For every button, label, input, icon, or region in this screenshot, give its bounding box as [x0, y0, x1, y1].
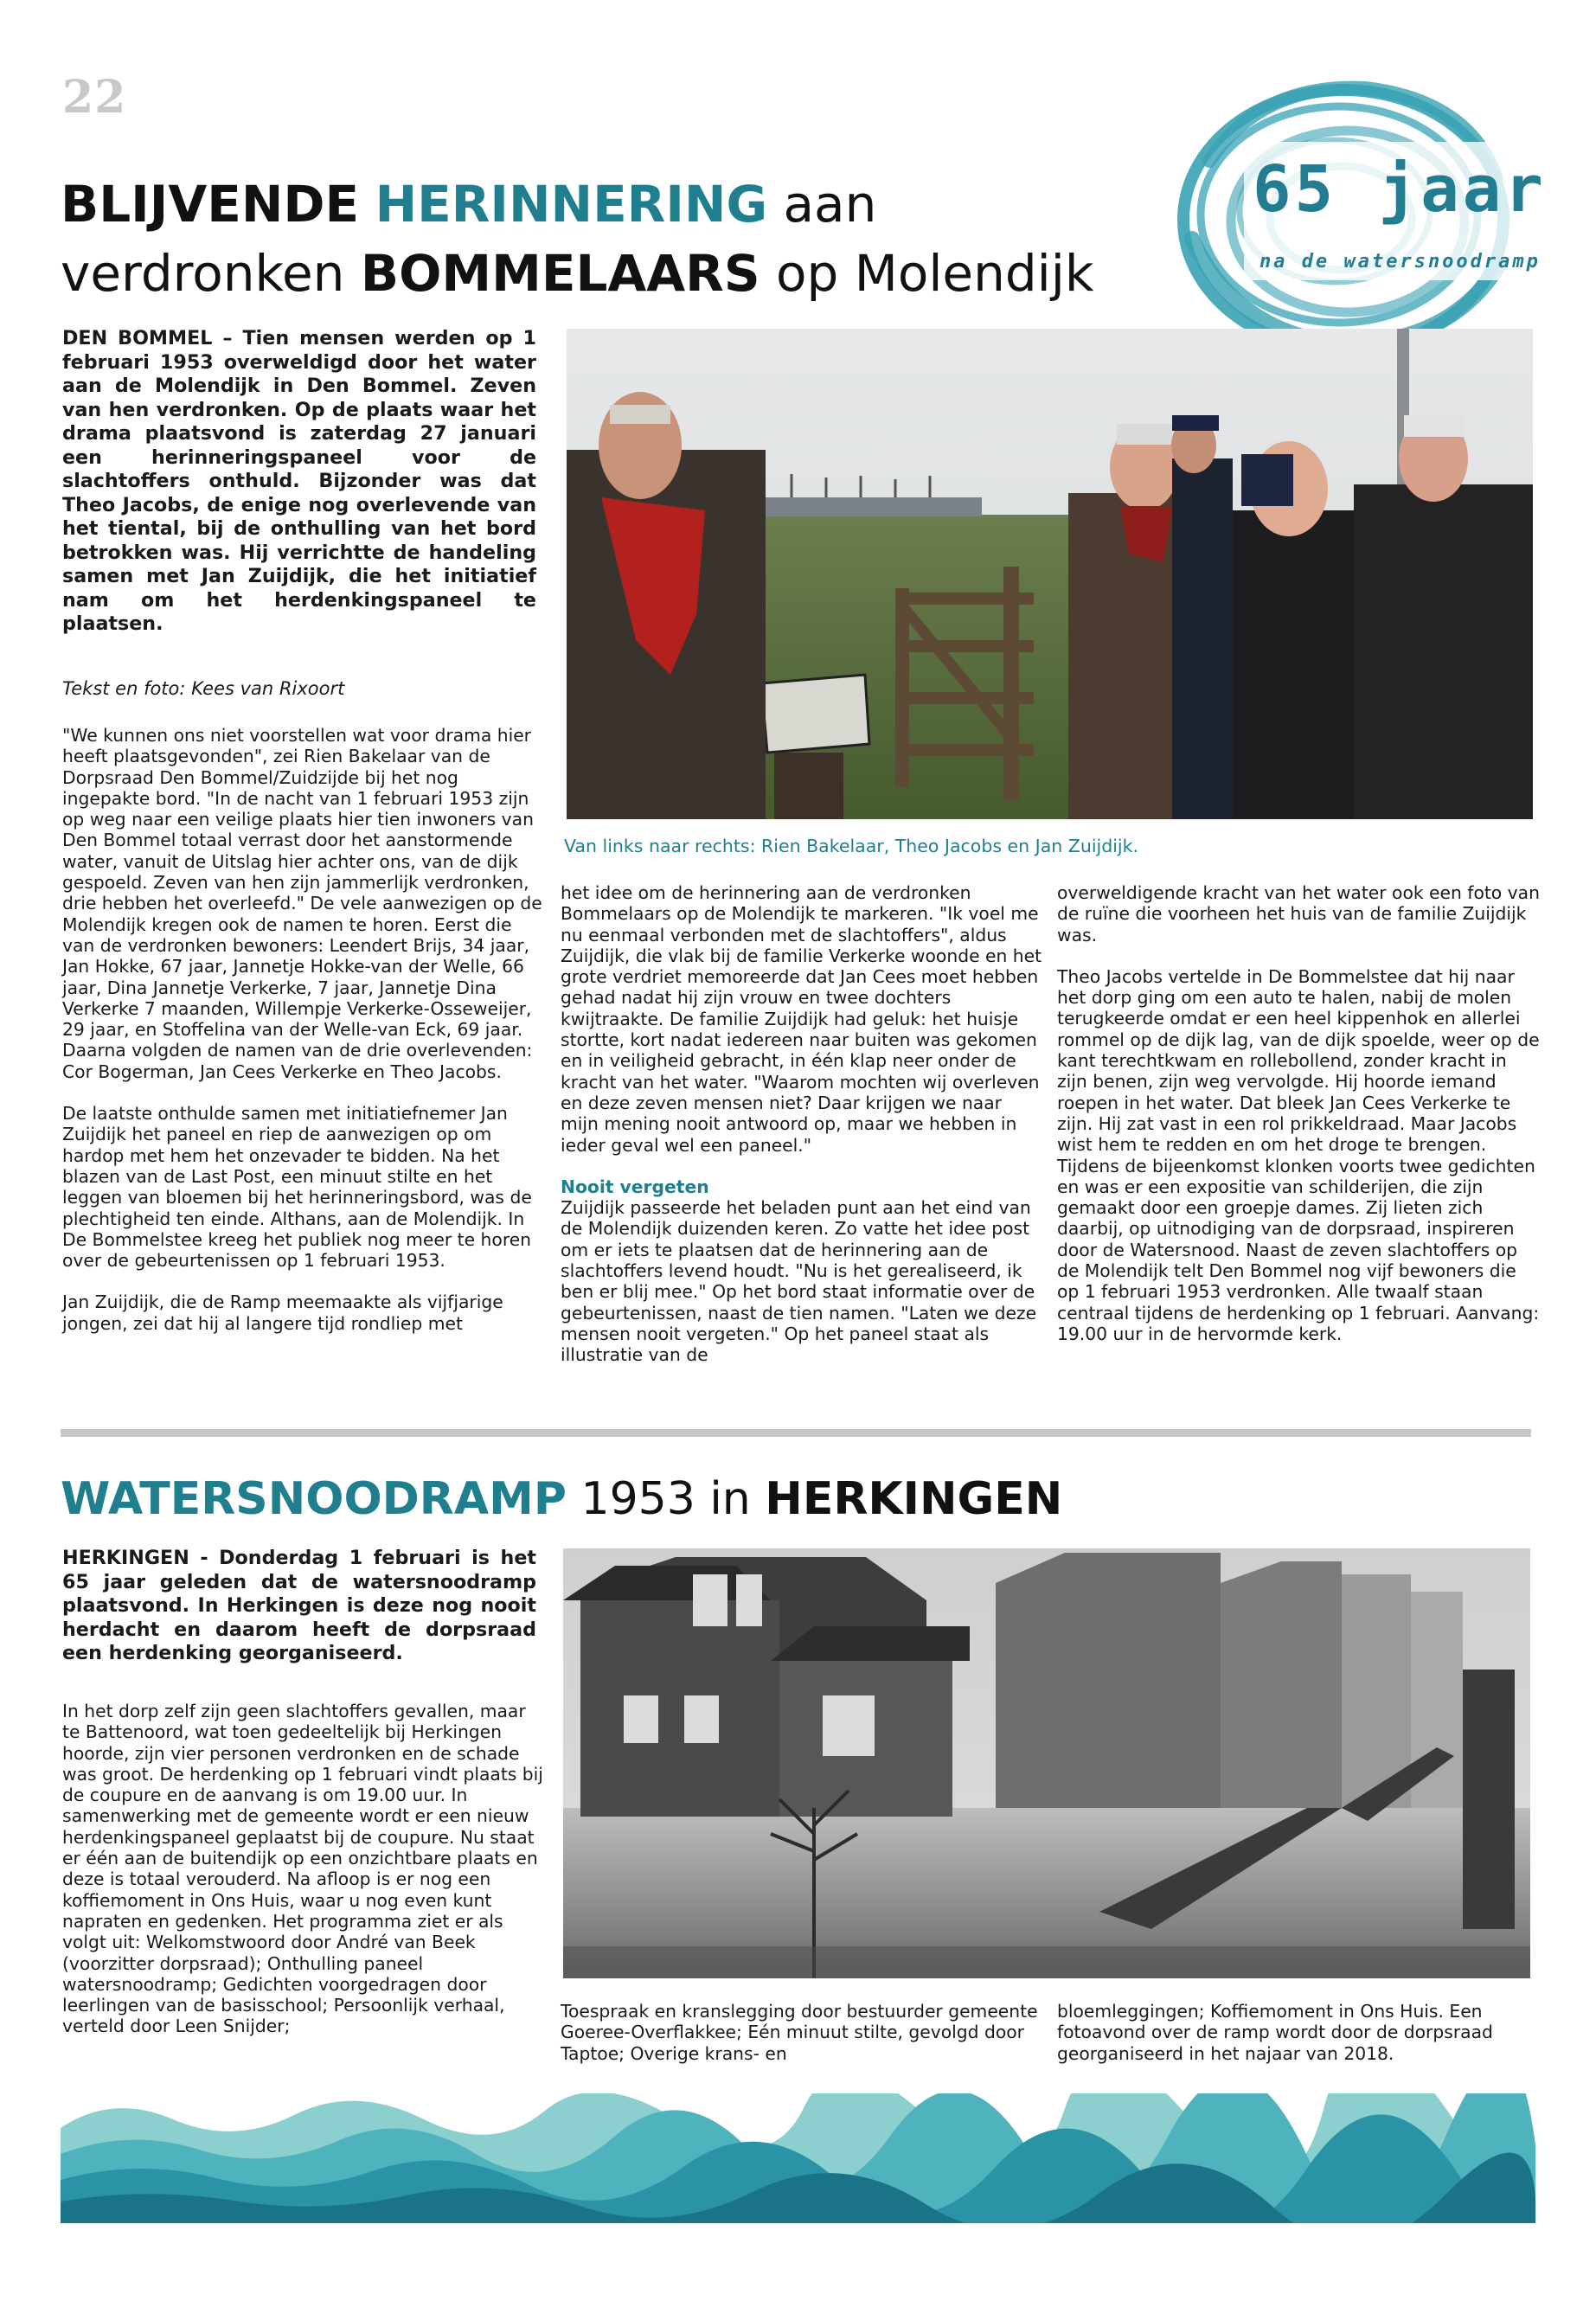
headline-word: aan: [783, 175, 877, 234]
paragraph: Jan Zuijdijk, die de Ramp meemaakte als vijfjarige jongen, zei dat hij al langere tijd rondliep met: [62, 1292, 503, 1334]
ceremony-photo: [567, 329, 1533, 819]
paragraph: "We kunnen ons niet voorstellen wat voor drama hier heeft plaatsgevonden", zei Rien Bakelaar van de Dorpsraad Den Bommel/Zuidzijde bij het nog ingepakte bord. "In de nacht van 1 februari 1953 zijn op weg naar een veilige plaats hier tien inwoners van Den Bommel totaal verrast door het aanstormende water, vanuit de Uitslag hier achter ons, van de dijk gespoeld. Zeven van hen zijn jammerlijk verdronken, drie hebben het overleefd." De vele aanwezigen op de Molendijk kregen ook de namen te horen. Eerst die van de verdronken bewoners: Leendert Brijs, 34 jaar, Jan Hokke, 67 jaar, Jannetje Hokke-van der Welle, 66 jaar, Dina Jannetje Verkerke, 7 jaar, Jannetje Dina Verkerke 7 maanden, Willempje Verkerke-Osseweijer, 29 jaar, en Stoffelina van der Welle-van Eck, 69 jaar. Daarna volgden de namen van de drie overlevenden: Cor Bogerman, Jan Cees Verkerke en Theo Jacobs.: [62, 725, 542, 1082]
headline-word: op Molendijk: [776, 244, 1094, 303]
anniversary-logo: [1157, 66, 1564, 360]
article2-lead: HERKINGEN - Donderdag 1 februari is het 65 jaar geleden dat de watersnoodramp plaatsvond. In Herkingen is deze nog nooit herdacht en daarom heeft de dorpsraad een herdenking georganiseerd.: [62, 1547, 536, 1664]
paragraph: Toespraak en kranslegging door bestuurder gemeente Goeree-Overflakkee; Eén minuut stilte, gevolgd door Taptoe; Overige krans- en: [561, 2001, 1038, 2064]
flood-photo: [563, 1548, 1530, 1978]
headline-word: 1953 in: [580, 1473, 751, 1525]
paragraph: Theo Jacobs vertelde in De Bommelstee dat hij naar het dorp ging om een auto te halen, nabij de molen terugkeerde omdat er een heel kippenhok en allerlei rommel op de dijk lag, van de dijk spoelde, weer op de kant terechtkwam en rollebollend, zonder kracht in zijn benen, zijn weg vervolgde. Hij hoorde iemand roepen in het water. Dat bleek Jan Cees Verkerke te zijn. Hij zat vast in een rol prikkeldraad. Maar Jacobs wist hem te redden en om het droge te brengen. Tijdens de bijeenkomst klonken voorts twee gedichten en was er een expositie van schilderijen, die zijn gemaakt door een groepje dames. Zij lieten zich daarbij, op uitnodiging van de dorpsraad, inspireren door de Watersnood. Naast de zeven slachtoffers op de Molendijk telt Den Bommel nog vijf bewoners die op 1 februari 1953 verdronken. Alle twaalf staan centraal tijdens de herdenking op 1 februari. Aanvang: 19.00 uur in de hervormde kerk.: [1057, 965, 1540, 1344]
paragraph: De laatste onthulde samen met initiatiefnemer Jan Zuijdijk het paneel en riep de aanwezigen op om hardop met hem het onzevader te bidden. Na het blazen van de Last Post, een minuut stilte en het leggen van bloemen bij het herinneringsbord, was de plechtigheid ten einde. Althans, aan de Molendijk. In De Bommelstee kreeg het publiek nog meer te horen over de gebeurtenissen op 1 februari 1953.: [62, 1103, 532, 1272]
paragraph: het idee om de herinnering aan de verdronken Bommelaars op de Molendijk te markeren. "Ik voel me nu eenmaal verbonden met de slachtoffers", aldus Zuijdijk, die vlak bij de familie Verkerke woonde en het grote verdriet memoreerde dat Jan Cees moet hebben gehad nadat hij zijn vrouw en twee dochters kwijtraakte. De familie Zuijdijk had geluk: het huisje stortte, kort nadat iedereen naar buiten was gekomen en in veiligheid gebracht, in één klap neer onder de kracht van het water. "Waarom mochten wij overleven en deze zeven mensen niet? Daar krijgen we naar mijn mening nooit antwoord op, maar we hebben in ieder geval wel een paneel.": [561, 882, 1042, 1156]
article1-column-2: [561, 882, 1045, 1366]
article1-headline: [61, 170, 1151, 308]
article2-headline: [61, 1469, 1062, 1529]
logo-title: 65 jaar: [1253, 152, 1547, 227]
headline-word: BLIJVENDE: [61, 175, 360, 234]
article1-column-1: [62, 725, 547, 1334]
paragraph: Zuijdijk passeerde het beladen punt aan het eind van de Molendijk duizenden keren. Zo vatte het idee post om er iets te plaatsen dat de herinnering aan de slachtoffers levend houdt. "Nu is het gerealiseerd, ik ben er blij mee." Op het bord staat informatie over de gebeurtenissen, naast de tien namen. "Laten we deze mensen nooit vergeten." Op het paneel staat als illustratie van de: [561, 1197, 1037, 1366]
paragraph: In het dorp zelf zijn geen slachtoffers gevallen, maar te Battenoord, wat toen gedeeltelijk bij Herkingen hoorde, zijn vier personen verdronken en de schade was groot. De herdenking op 1 februari vindt plaats bij de coupure en de aanvang is om 19.00 uur. In samenwerking met de gemeente wordt er een nieuw herdenkingspaneel geplaatst bij de coupure. Nu staat er één aan de buitendijk op een onzichtbare plaats en deze is totaal verouderd. Na afloop is er nog een koffiemoment in Ons Huis, waar u nog even kunt napraten en gedenken. Het programma ziet er als volgt uit: Welkomstwoord door André van Beek (voorzitter dorpsraad); Onthulling paneel watersnoodramp; Gedichten voorgedragen door leerlingen van de basisschool; Persoonlijk verhaal, verteld door Leen Snijder;: [62, 1701, 543, 2037]
page-number: 22: [62, 71, 127, 124]
article1-lead: DEN BOMMEL – Tien mensen werden op 1 februari 1953 overweldigd door het water aan de Molendijk in Den Bommel. Zeven van hen verdronken. Op de plaats waar het drama plaatsvond is zaterdag 27 januari een herinneringspaneel voor de slachtoffers onthuld. Bijzonder was dat Theo Jacobs, de enige nog overlevende van het tiental, bij de onthulling van het bord betrokken was. Hij verrichtte de handeling samen met Jan Zuijdijk, die het initiatief nam om het herdenkingspaneel te plaatsen.: [62, 327, 536, 635]
headline-word-accent: WATERSNOODRAMP: [61, 1473, 567, 1525]
subheading: Nooit vergeten: [561, 1176, 709, 1197]
headline-word-accent: HERINNERING: [375, 175, 768, 234]
headline-word: HERKINGEN: [765, 1473, 1063, 1525]
paragraph: overweldigende kracht van het water ook een foto van de ruïne die voorheen het huis van de familie Zuijdijk was.: [1057, 882, 1540, 945]
wave-footer: [61, 2093, 1535, 2223]
photo-caption: Van links naar rechts: Rien Bakelaar, Theo Jacobs en Jan Zuijdijk.: [564, 836, 1139, 856]
headline-word: verdronken: [61, 244, 345, 303]
article1-column-3: [1057, 882, 1542, 1344]
logo-subtitle: na de watersnoodramp: [1259, 251, 1541, 272]
flood-photo-illustration: [563, 1548, 1530, 1978]
section-divider: [61, 1429, 1531, 1437]
headline-word: BOMMELAARS: [360, 244, 760, 303]
ceremony-photo-illustration: [567, 329, 1533, 819]
article2-column-3: [1057, 2001, 1542, 2064]
photo-credit: Tekst en foto: Kees van Rixoort: [62, 678, 345, 699]
article2-column-2: [561, 2001, 1045, 2064]
wave-decoration-icon: [61, 2093, 1535, 2223]
article2-column-1: [62, 1701, 547, 2037]
paragraph: bloemleggingen; Koffiemoment in Ons Huis. Een fotoavond over de ramp wordt door de dorpsraad georganiseerd in het najaar van 2018.: [1057, 2001, 1493, 2064]
